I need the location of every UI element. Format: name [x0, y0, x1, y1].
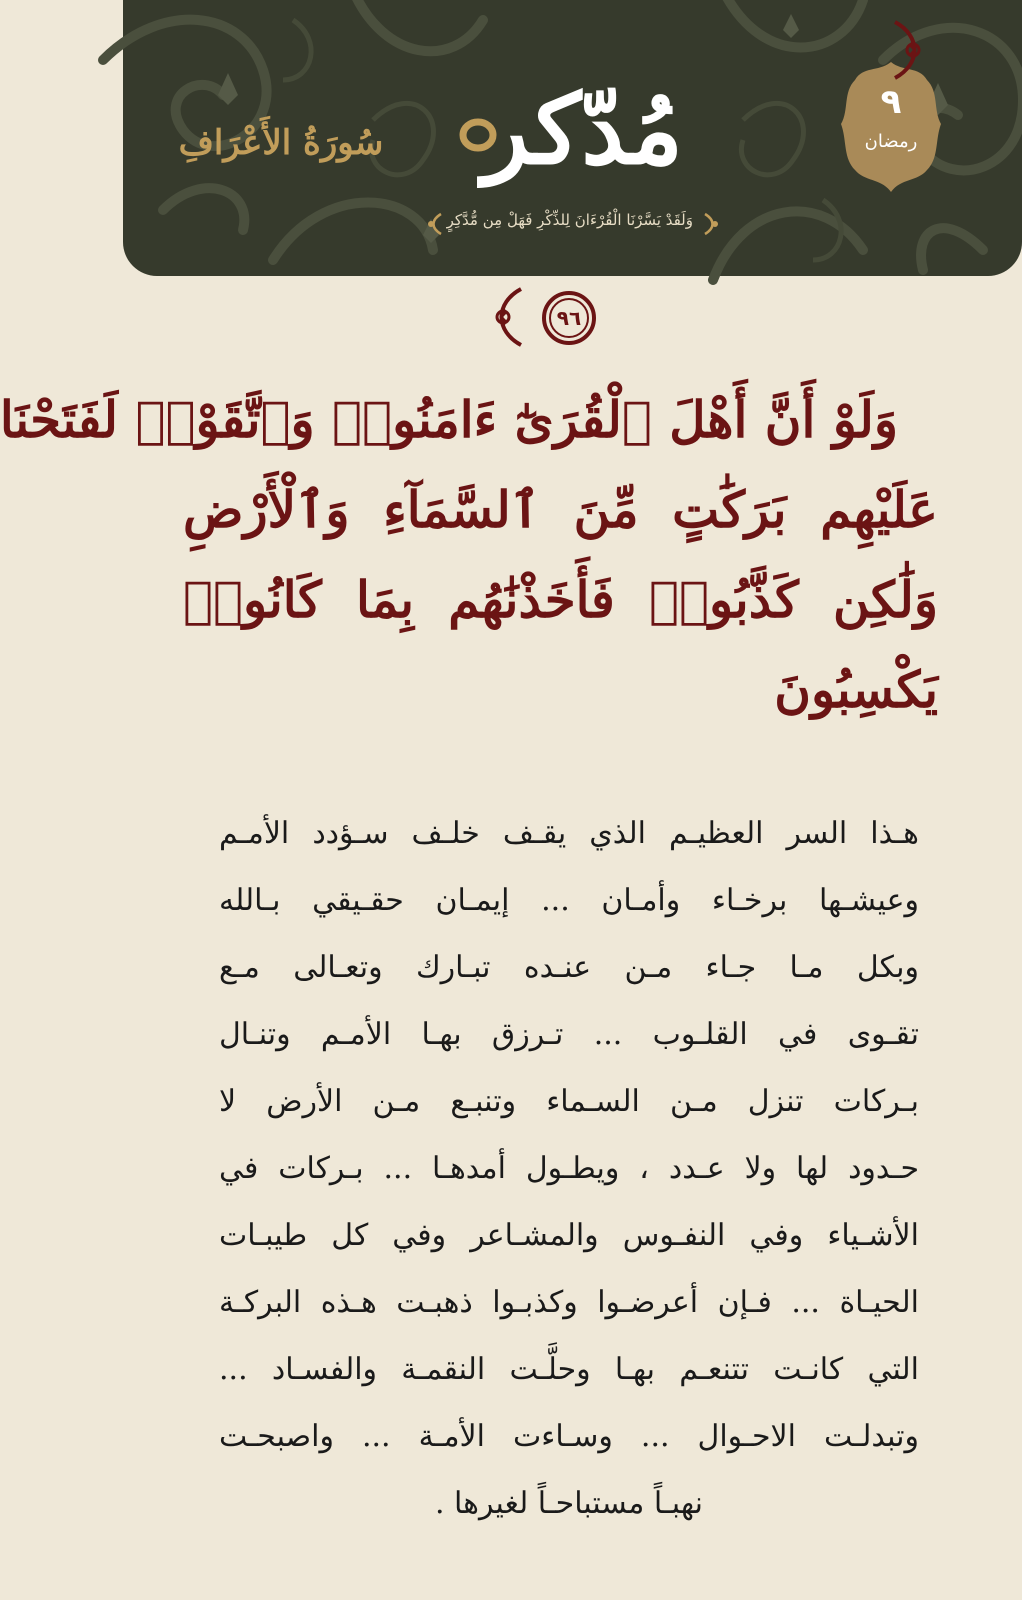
date-month: رمضان — [864, 131, 918, 152]
ayah-number-marker — [541, 290, 597, 346]
app-logo: مُدّكر — [482, 73, 683, 186]
ayah-line: يَكْسِبُونَ — [774, 660, 938, 719]
logo-verse: وَلَقَدْ يَسَّرْنَا الْقُرْءَانَ لِلذِّكْرِ فَهَلْ مِن مُّدَّكِرٍ — [446, 211, 693, 229]
commentary-line: حـدود لها ولا عـدد ، ويطـول أمدهـا ... بـركات في — [219, 1151, 919, 1186]
verse-ornament-left-icon — [425, 212, 445, 236]
commentary-text — [219, 800, 919, 1537]
ayah-number: ٩٦ — [556, 306, 582, 330]
commentary-line: الأشـياء وفي النفـوس والمشـاعر وفي كل طيبـات — [219, 1218, 919, 1253]
commentary-line: نهبـاً مستباحـاً لغيرها . — [434, 1486, 704, 1521]
commentary-line: تقـوى في القلـوب ... تـرزق بهـا الأمـم وتنـال — [219, 1017, 919, 1052]
ayah-ornament-start-icon — [887, 18, 931, 82]
surah-name: سُورَةُ الأَعْرَافِ — [178, 123, 384, 163]
logo-ring-icon — [453, 110, 503, 160]
commentary-line: بـركات تنزل مـن السـماء وتنبـع مـن الأرض لا — [219, 1084, 919, 1119]
commentary-line: وعيشـها برخـاء وأمـان ... إيمـان حقـيقي بـالله — [219, 883, 919, 918]
ayah-line: وَلَٰكِن كَذَّبُوا۟ فَأَخَذْنَٰهُم بِمَا كَانُوا۟ — [183, 570, 938, 629]
commentary-line: الحيـاة ... فـإن أعرضـوا وكذبـوا ذهبـت هـذه البركـة — [219, 1285, 919, 1320]
commentary-line: وبكل مـا جـاء مـن عنـده تبـارك وتعـالى مـع — [219, 950, 919, 985]
commentary-line: التي كانـت تتنعـم بهـا وحلَّـت النقمـة والفسـاد ... — [219, 1352, 919, 1387]
date-day: ٩ — [880, 82, 902, 122]
commentary-line: هـذا السر العظيـم الذي يقـف خلـف سـؤدد الأمـم — [219, 816, 919, 851]
ayah-line: عَلَيْهِم بَرَكَٰتٍ مِّنَ ٱلسَّمَآءِ وَٱلْأَرْضِ — [183, 480, 938, 539]
ayah-line: وَلَوْ أَنَّ أَهْلَ ٱلْقُرَىٰٓ ءَامَنُوا۟ وَٱتَّقَوْا۟ لَفَتَحْنَا — [0, 390, 898, 449]
ayah-block — [0, 380, 953, 760]
ayah-ornament-end-icon — [485, 285, 529, 349]
verse-ornament-right-icon — [701, 212, 721, 236]
commentary-line: وتبدلـت الاحـوال ... وسـاءت الأمـة ... واصبحـت — [219, 1419, 919, 1454]
